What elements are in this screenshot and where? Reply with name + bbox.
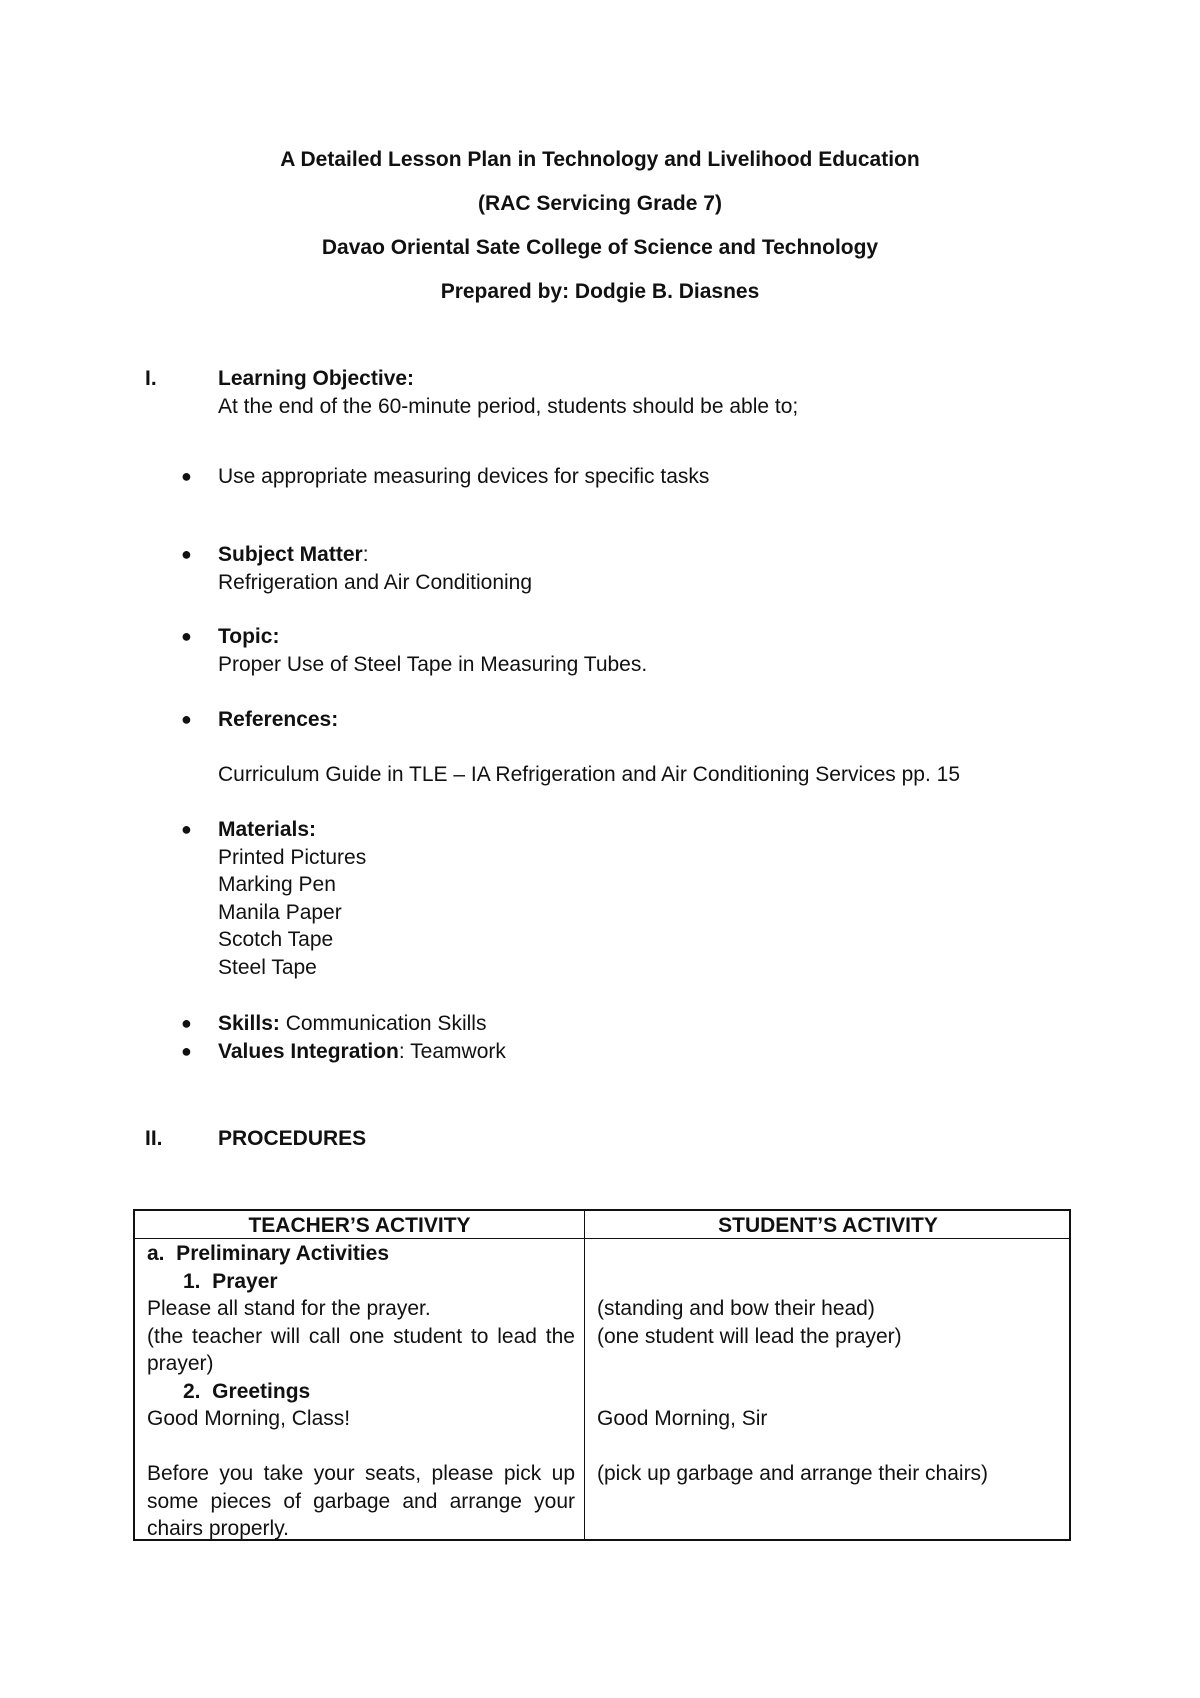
bullet-icon: ●: [181, 819, 192, 839]
subject-matter-colon: :: [362, 543, 369, 566]
lesson-plan-title: A Detailed Lesson Plan in Technology and Livelihood Education: [280, 148, 920, 171]
grade-subtitle: (RAC Servicing Grade 7): [478, 192, 722, 215]
section-1-number: I.: [145, 367, 157, 390]
skills-value: Communication Skills: [279, 1012, 487, 1035]
section-2-title: PROCEDURES: [218, 1127, 367, 1150]
materials-item: Marking Pen: [218, 873, 336, 896]
teacher-activity-header: TEACHER’S ACTIVITY: [248, 1214, 471, 1237]
references-value: Curriculum Guide in TLE – IA Refrigeration and Air Conditioning Services pp. 15: [218, 763, 961, 786]
prayer-teacher-note: (the teacher will call one student to lead the prayer): [147, 1324, 575, 1375]
materials-label: Materials:: [218, 818, 317, 841]
objective-item: Use appropriate measuring devices for specific tasks: [218, 465, 710, 488]
prepared-by: Prepared by: Dodgie B. Diasnes: [440, 280, 760, 303]
prayer-heading: 1. Prayer: [183, 1269, 278, 1293]
bullet-icon: ●: [181, 466, 192, 486]
values-integration-value: : Teamwork: [398, 1040, 506, 1063]
materials: [218, 816, 1118, 981]
column-divider: [584, 1211, 585, 1539]
greetings-teacher-instruction: Before you take your seats, please pick up some pieces of garbage and arrange your chairs properly.: [147, 1462, 575, 1540]
values-integration: [218, 1038, 1118, 1066]
section-1-title: Learning Objective:: [218, 367, 415, 390]
bullet-icon: ●: [181, 544, 192, 564]
school-name: Davao Oriental Sate College of Science and Technology: [321, 236, 879, 259]
references-label: References:: [218, 708, 339, 731]
references: [218, 706, 1118, 734]
materials-item: Scotch Tape: [218, 928, 334, 951]
topic-value: Proper Use of Steel Tape in Measuring Tubes.: [218, 652, 648, 676]
skills-label: Skills:: [218, 1012, 280, 1035]
preliminary-activities-heading: a. Preliminary Activities: [147, 1242, 390, 1265]
objective-intro: At the end of the 60-minute period, students should be able to;: [218, 395, 799, 418]
procedures-table: [133, 1209, 1071, 1541]
materials-item: Steel Tape: [218, 955, 317, 979]
topic-label: Topic:: [218, 625, 280, 648]
bullet-icon: ●: [181, 1013, 192, 1033]
greetings-student-response: Good Morning, Sir: [597, 1407, 768, 1430]
student-activity-header: STUDENT’S ACTIVITY: [718, 1214, 938, 1237]
greetings-student-action: (pick up garbage and arrange their chairs): [597, 1462, 989, 1485]
greetings-heading: 2. Greetings: [183, 1379, 311, 1403]
materials-item: Manila Paper: [218, 900, 342, 924]
bullet-icon: ●: [181, 1041, 192, 1061]
section-2-number: II.: [145, 1127, 163, 1150]
skills: [218, 1010, 1118, 1038]
bullet-icon: ●: [181, 709, 192, 729]
prayer-student-lead: (one student will lead the prayer): [597, 1324, 902, 1348]
values-integration-label: Values Integration: [218, 1040, 399, 1063]
greetings-teacher-line: Good Morning, Class!: [147, 1407, 351, 1430]
subject-matter-value: Refrigeration and Air Conditioning: [218, 570, 533, 594]
topic: [218, 623, 1118, 678]
materials-item: Printed Pictures: [218, 845, 367, 869]
prayer-teacher-instruction: Please all stand for the prayer.: [147, 1297, 431, 1320]
subject-matter: [218, 541, 1118, 596]
subject-matter-label: Subject Matter: [218, 543, 363, 566]
prayer-student-response: (standing and bow their head): [597, 1297, 875, 1320]
bullet-icon: ●: [181, 626, 192, 646]
